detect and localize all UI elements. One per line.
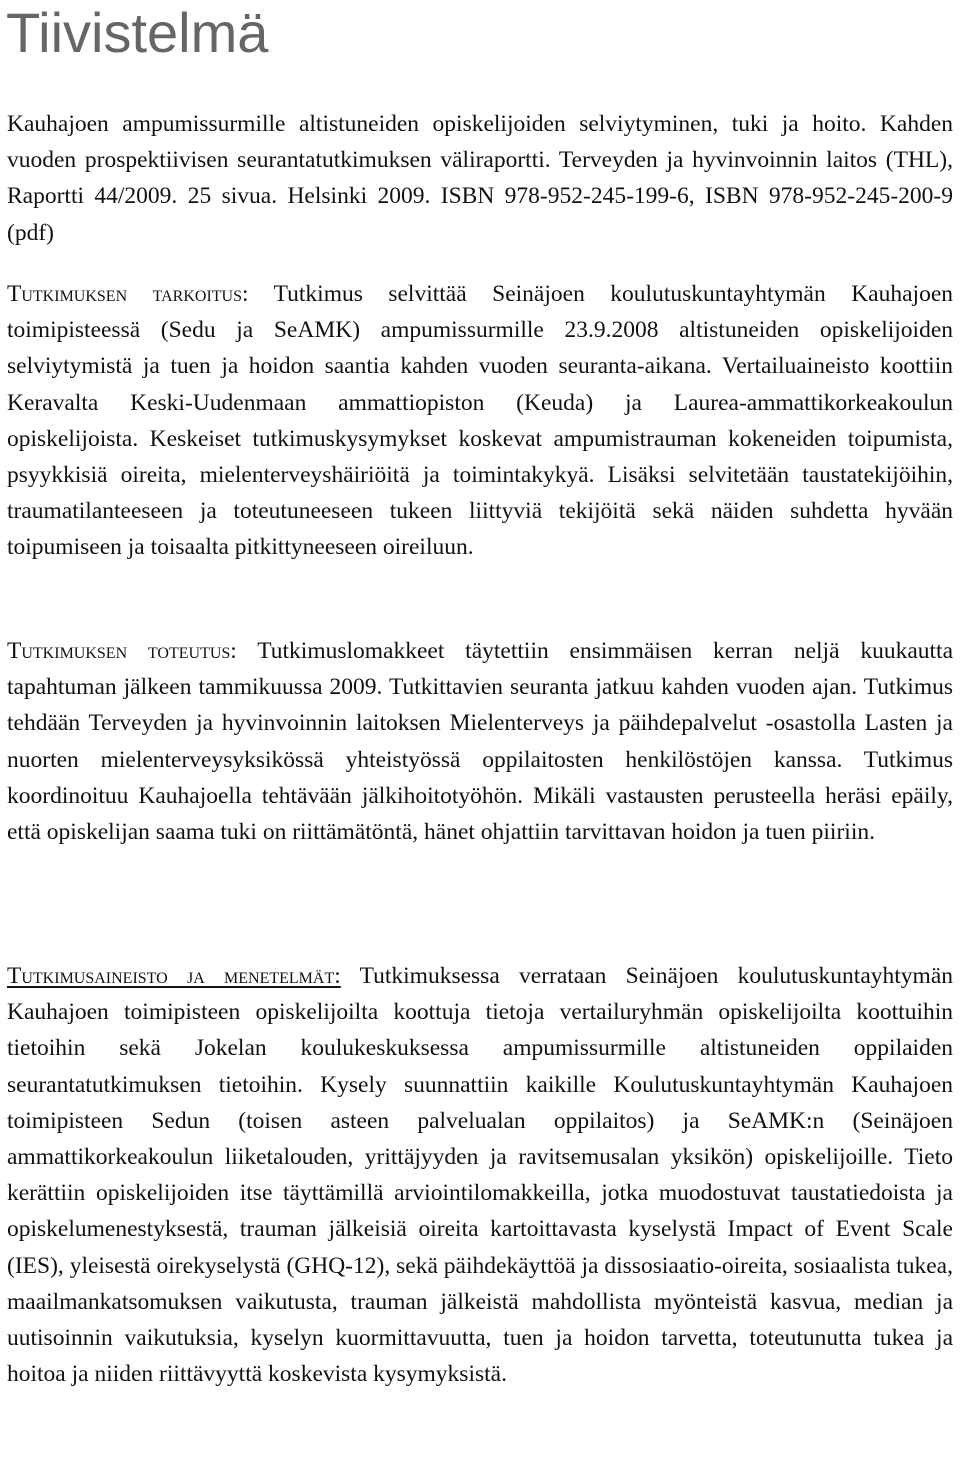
section-text-implementation: Tutkimuslomakkeet täytettiin ensimmäisen kerran neljä kuukautta tapahtuman jälkeen tammikuussa 2009. Tutkittavien seuranta jatkuu kahden vuoden ajan. Tutkimus tehdään Terveyden ja hyvinvoinnin laitoksen Mielenterveys ja päihdepalvelut -osastolla Lasten ja nuorten mielenterveysyksikössä yhteistyössä oppilaitosten henkilöstöjen kanssa. Tutkimus koordinoituu Kauhajoella tehtävään jälkihoitotyöhön. Mikäli vastausten perusteella heräsi epäily, että opiskelijan saama tuki on riittämätöntä, hänet ohjattiin tarvittavan hoidon ja tuen piiriin. [7, 638, 953, 846]
citation-paragraph: Kauhajoen ampumissurmille altistuneiden opiskelijoiden selviytyminen, tuki ja hoito. Kahden vuoden prospektiivisen seurantatutkimuksen väliraportti. Terveyden ja hyvinvoinnin laitos (THL), Raportti 44/2009. 25 sivua. Helsinki 2009. ISBN 978-952-245-199-6, ISBN 978-952-245-200-9 (pdf) [7, 111, 953, 246]
section-heading-material-methods: Tutkimusaineisto ja menetelmät: [7, 963, 341, 989]
section-material-methods [7, 958, 953, 1392]
section-implementation [7, 633, 953, 850]
section-purpose [7, 276, 953, 566]
section-text-material-methods: Tutkimuksessa verrataan Seinäjoen koulutuskuntayhtymän Kauhajoen toimipisteen opiskelijoilta koottuja tietoja vertailuryhmän opiskelijoilta koottuihin tietoihin sekä Jokelan koulukeskuksessa ampumissurmille altistuneiden oppilaiden seurantatutkimuksen tietoihin. Kysely suunnattiin kaikille Koulutuskuntayhtymän Kauhajoen toimipisteen Sedun (toisen asteen palvelualan oppilaitos) ja SeAMK:n (Seinäjoen ammattikorkeakoulun liiketalouden, yrittäjyyden ja ravitsemusalan yksikön) opiskelijoille. Tieto kerättiin opiskelijoiden itse täyttämillä arviointilomakkeilla, jotka muodostuvat taustatiedoista ja opiskelumenestyksestä, trauman jälkeisiä oireita kartoittavasta kyselystä Impact of Event Scale (IES), yleisestä oirekyselystä (GHQ-12), sekä päihdekäyttöä ja dissosiaatio-oireita, sosiaalista tukea, maailmankatsomuksen vaikutusta, trauman jälkeistä mahdollista myönteistä kasvua, median ja uutisoinnin vaikutuksia, kyselyn kuormittavuutta, tuen ja hoidon tarvetta, toteutunutta tukea ja hoitoa ja niiden riittävyyttä koskevista kysymyksistä. [7, 963, 953, 1388]
section-heading-implementation: Tutkimuksen toteutus: [7, 638, 237, 664]
section-heading-purpose: Tutkimuksen tarkoitus: [7, 281, 249, 307]
page-title: Tiivistelmä [6, 1, 269, 64]
section-text-purpose: Tutkimus selvittää Seinäjoen koulutuskuntayhtymän Kauhajoen toimipisteessä (Sedu ja SeAMK) ampumissurmille 23.9.2008 altistuneiden opiskelijoiden selviytymistä ja tuen ja hoidon saantia kahden vuoden seuranta-aikana. Vertailuaineisto koottiin Keravalta Keski-Uudenmaan ammattiopiston (Keuda) ja Laurea-ammattikorkeakoulun opiskelijoista. Keskeiset tutkimuskysymykset koskevat ampumistrauman kokeneiden toipumista, psyykkisiä oireita, mielenterveyshäiriöitä ja toimintakykyä. Lisäksi selvitetään taustatekijöihin, traumatilanteeseen ja toteutuneeseen tukeen liittyviä tekijöitä sekä näiden suhdetta hyvään toipumiseen ja toisaalta pitkittyneeseen oireiluun. [7, 281, 953, 561]
